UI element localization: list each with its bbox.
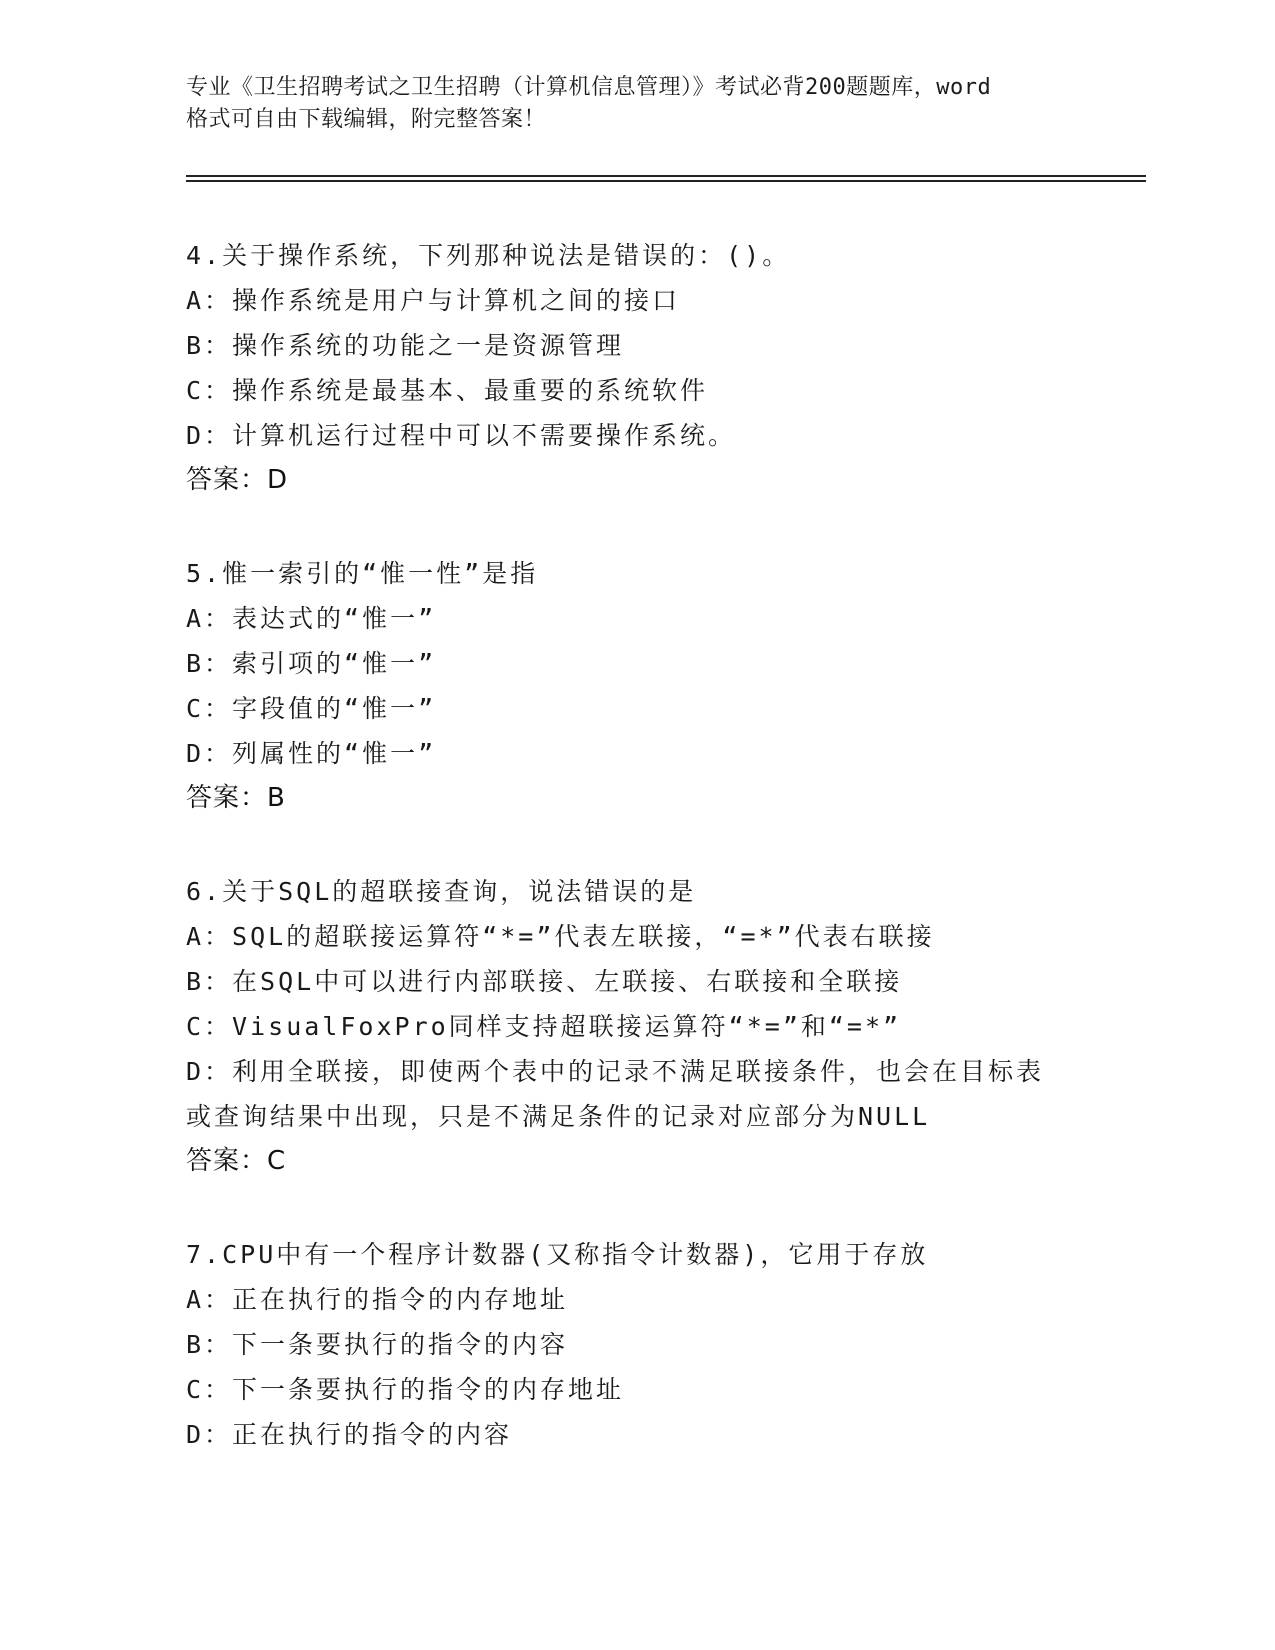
question-5 xyxy=(186,551,1146,821)
question-stem: 5.惟一索引的“惟一性”是指 xyxy=(186,559,539,588)
answer-line: 答案：D xyxy=(186,465,289,495)
answer-line: 答案：C xyxy=(186,1146,287,1176)
option-a: A：表达式的“惟一” xyxy=(186,604,437,633)
question-4 xyxy=(186,233,1146,503)
question-stem: 4.关于操作系统，下列那种说法是错误的：()。 xyxy=(186,241,791,270)
option-b: B：下一条要执行的指令的内容 xyxy=(186,1330,569,1359)
option-a: A：操作系统是用户与计算机之间的接口 xyxy=(186,286,681,315)
question-stem: 7.CPU中有一个程序计数器(又称指令计数器)，它用于存放 xyxy=(186,1240,929,1269)
option-c: C：操作系统是最基本、最重要的系统软件 xyxy=(186,376,709,405)
question-list xyxy=(186,233,1146,1505)
option-d: D：列属性的“惟一” xyxy=(186,739,437,768)
option-b: B：在SQL中可以进行内部联接、左联接、右联接和全联接 xyxy=(186,967,903,996)
document-header xyxy=(186,72,1086,136)
option-d: D：利用全联接，即使两个表中的记录不满足联接条件，也会在目标表 xyxy=(186,1057,1045,1086)
header-line-2: 格式可自由下载编辑，附完整答案！ xyxy=(186,107,547,132)
header-line-1: 专业《卫生招聘考试之卫生招聘（计算机信息管理）》考试必背200题题库，word xyxy=(186,75,992,100)
question-7 xyxy=(186,1232,1146,1457)
option-a: A：正在执行的指令的内存地址 xyxy=(186,1285,569,1314)
header-divider-top xyxy=(186,175,1146,177)
question-stem: 6.关于SQL的超联接查询，说法错误的是 xyxy=(186,877,697,906)
option-c: C：字段值的“惟一” xyxy=(186,694,437,723)
option-c: C：下一条要执行的指令的内存地址 xyxy=(186,1375,625,1404)
question-6 xyxy=(186,869,1146,1184)
option-d: D：计算机运行过程中可以不需要操作系统。 xyxy=(186,421,737,450)
option-d-continuation: 或查询结果中出现，只是不满足条件的记录对应部分为NULL xyxy=(186,1102,931,1131)
option-a: A：SQL的超联接运算符“*=”代表左联接，“=*”代表右联接 xyxy=(186,922,935,951)
header-divider-bottom xyxy=(186,180,1146,182)
option-b: B：操作系统的功能之一是资源管理 xyxy=(186,331,625,360)
option-c: C：VisualFoxPro同样支持超联接运算符“*=”和“=*” xyxy=(186,1012,902,1041)
answer-line: 答案：B xyxy=(186,783,286,813)
option-d: D：正在执行的指令的内容 xyxy=(186,1420,513,1449)
option-b: B：索引项的“惟一” xyxy=(186,649,437,678)
